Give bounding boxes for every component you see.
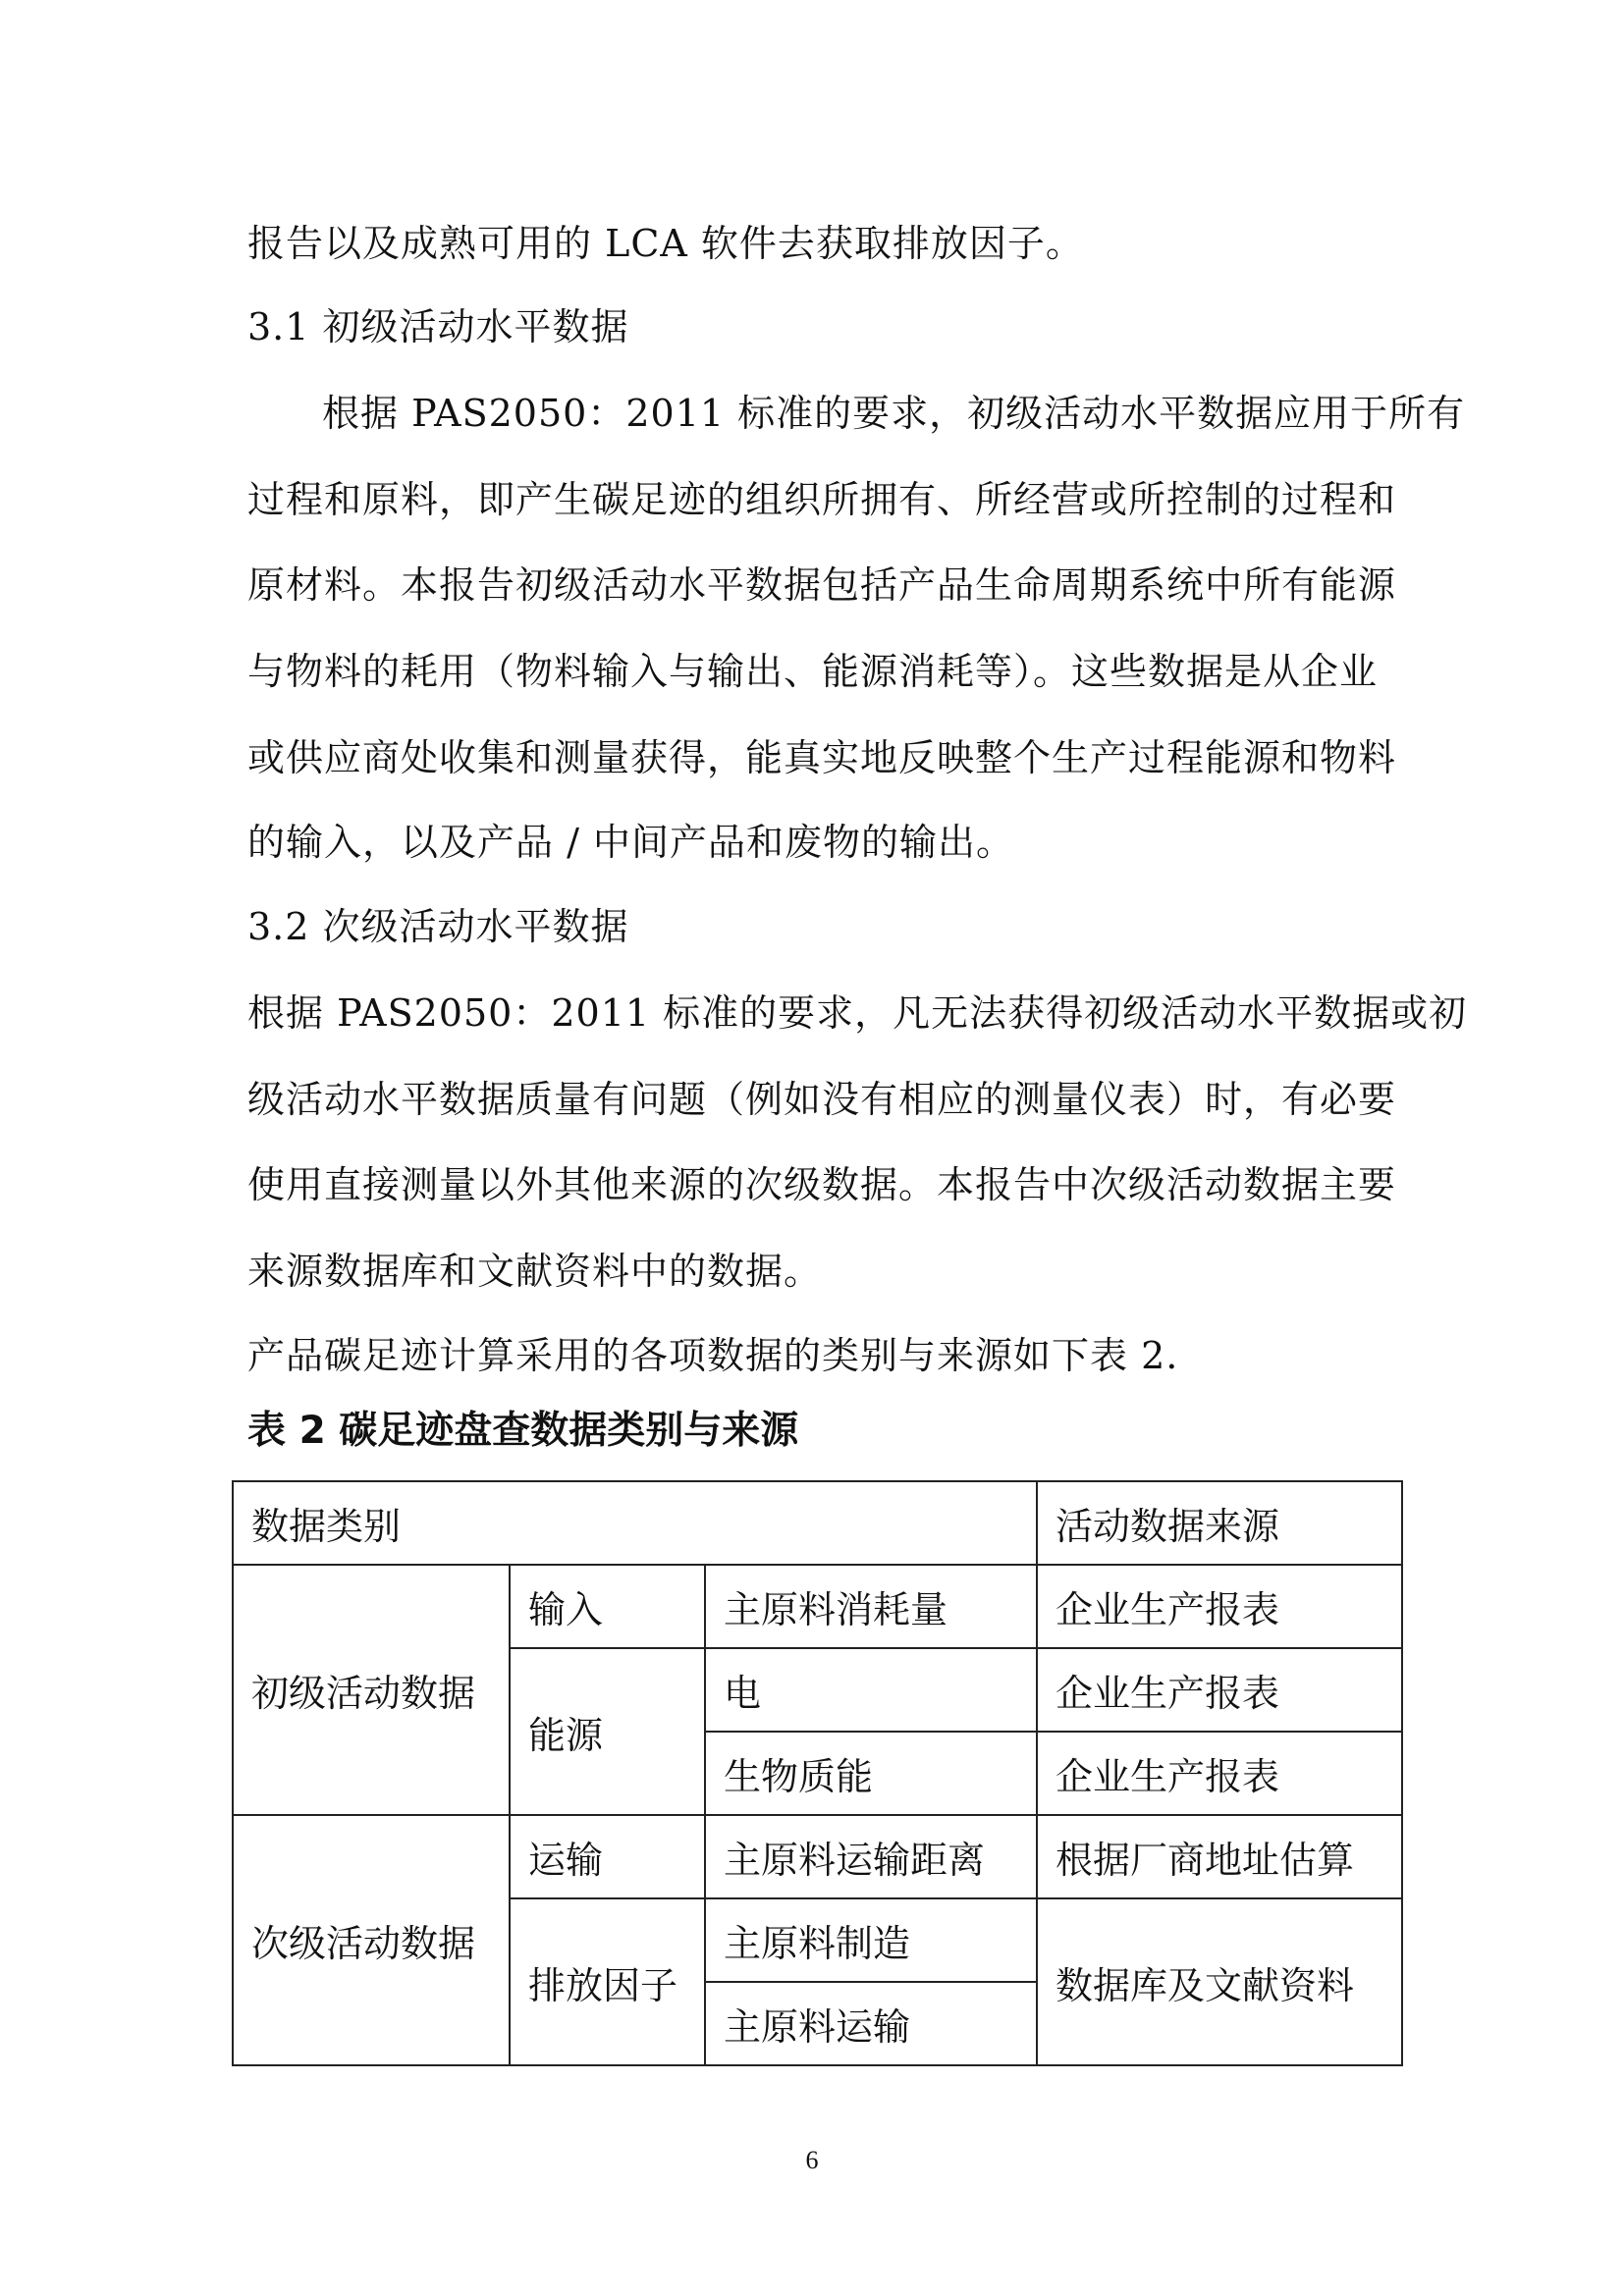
data-source-table (232, 1480, 1403, 2066)
table-cell: 企业生产报表 (1037, 1732, 1402, 1815)
paragraph-line: 原材料。本报告初级活动水平数据包括产品生命周期系统中所有能源 (247, 563, 1397, 607)
table-cell: 运输 (510, 1815, 705, 1898)
table-cell: 数据库及文献资料 (1037, 1898, 1402, 2065)
table-cell: 生物质能 (705, 1732, 1037, 1815)
table-header-cell: 数据类别 (233, 1481, 1037, 1565)
paragraph-line: 产品碳足迹计算采用的各项数据的类别与来源如下表 2. (247, 1334, 1179, 1377)
paragraph-line: 或供应商处收集和测量获得，能真实地反映整个生产过程能源和物料 (247, 736, 1397, 779)
table-cell: 次级活动数据 (233, 1815, 510, 2065)
paragraph-line: 的输入，以及产品 / 中间产品和废物的输出。 (247, 821, 1014, 864)
table-cell: 根据厂商地址估算 (1037, 1815, 1402, 1898)
table-cell: 输入 (510, 1565, 705, 1648)
table-cell: 主原料运输 (705, 1982, 1037, 2065)
paragraph-line: 使用直接测量以外其他来源的次级数据。本报告中次级活动数据主要 (247, 1163, 1397, 1206)
table-row (233, 1565, 1402, 1648)
section-heading-3-1: 3.1 初级活动水平数据 (247, 305, 629, 348)
table-cell: 企业生产报表 (1037, 1565, 1402, 1648)
paragraph-line: 报告以及成熟可用的 LCA 软件去获取排放因子。 (247, 222, 1084, 265)
paragraph-line: 级活动水平数据质量有问题（例如没有相应的测量仪表）时，有必要 (247, 1078, 1397, 1121)
paragraph-line: 过程和原料，即产生碳足迹的组织所拥有、所经营或所控制的过程和 (247, 478, 1397, 521)
table-caption: 表 2 碳足迹盘查数据类别与来源 (247, 1409, 799, 1453)
table-row (233, 1815, 1402, 1898)
table-cell: 主原料运输距离 (705, 1815, 1037, 1898)
paragraph-line: 根据 PAS2050：2011 标准的要求，凡无法获得初级活动水平数据或初 (247, 991, 1468, 1035)
table-cell: 排放因子 (510, 1898, 705, 2065)
table-cell: 能源 (510, 1648, 705, 1815)
table-cell: 初级活动数据 (233, 1565, 510, 1815)
table-row (233, 1481, 1402, 1565)
table-cell: 主原料消耗量 (705, 1565, 1037, 1648)
table-header-cell: 活动数据来源 (1037, 1481, 1402, 1565)
page-number: 6 (805, 2146, 819, 2174)
table-cell: 主原料制造 (705, 1898, 1037, 1982)
table-cell: 电 (705, 1648, 1037, 1732)
section-heading-3-2: 3.2 次级活动水平数据 (247, 905, 629, 948)
table-cell: 企业生产报表 (1037, 1648, 1402, 1732)
paragraph-line: 来源数据库和文献资料中的数据。 (247, 1250, 823, 1293)
paragraph-line: 根据 PAS2050：2011 标准的要求，初级活动水平数据应用于所有 (322, 392, 1466, 435)
paragraph-line: 与物料的耗用（物料输入与输出、能源消耗等）。这些数据是从企业 (247, 650, 1379, 693)
